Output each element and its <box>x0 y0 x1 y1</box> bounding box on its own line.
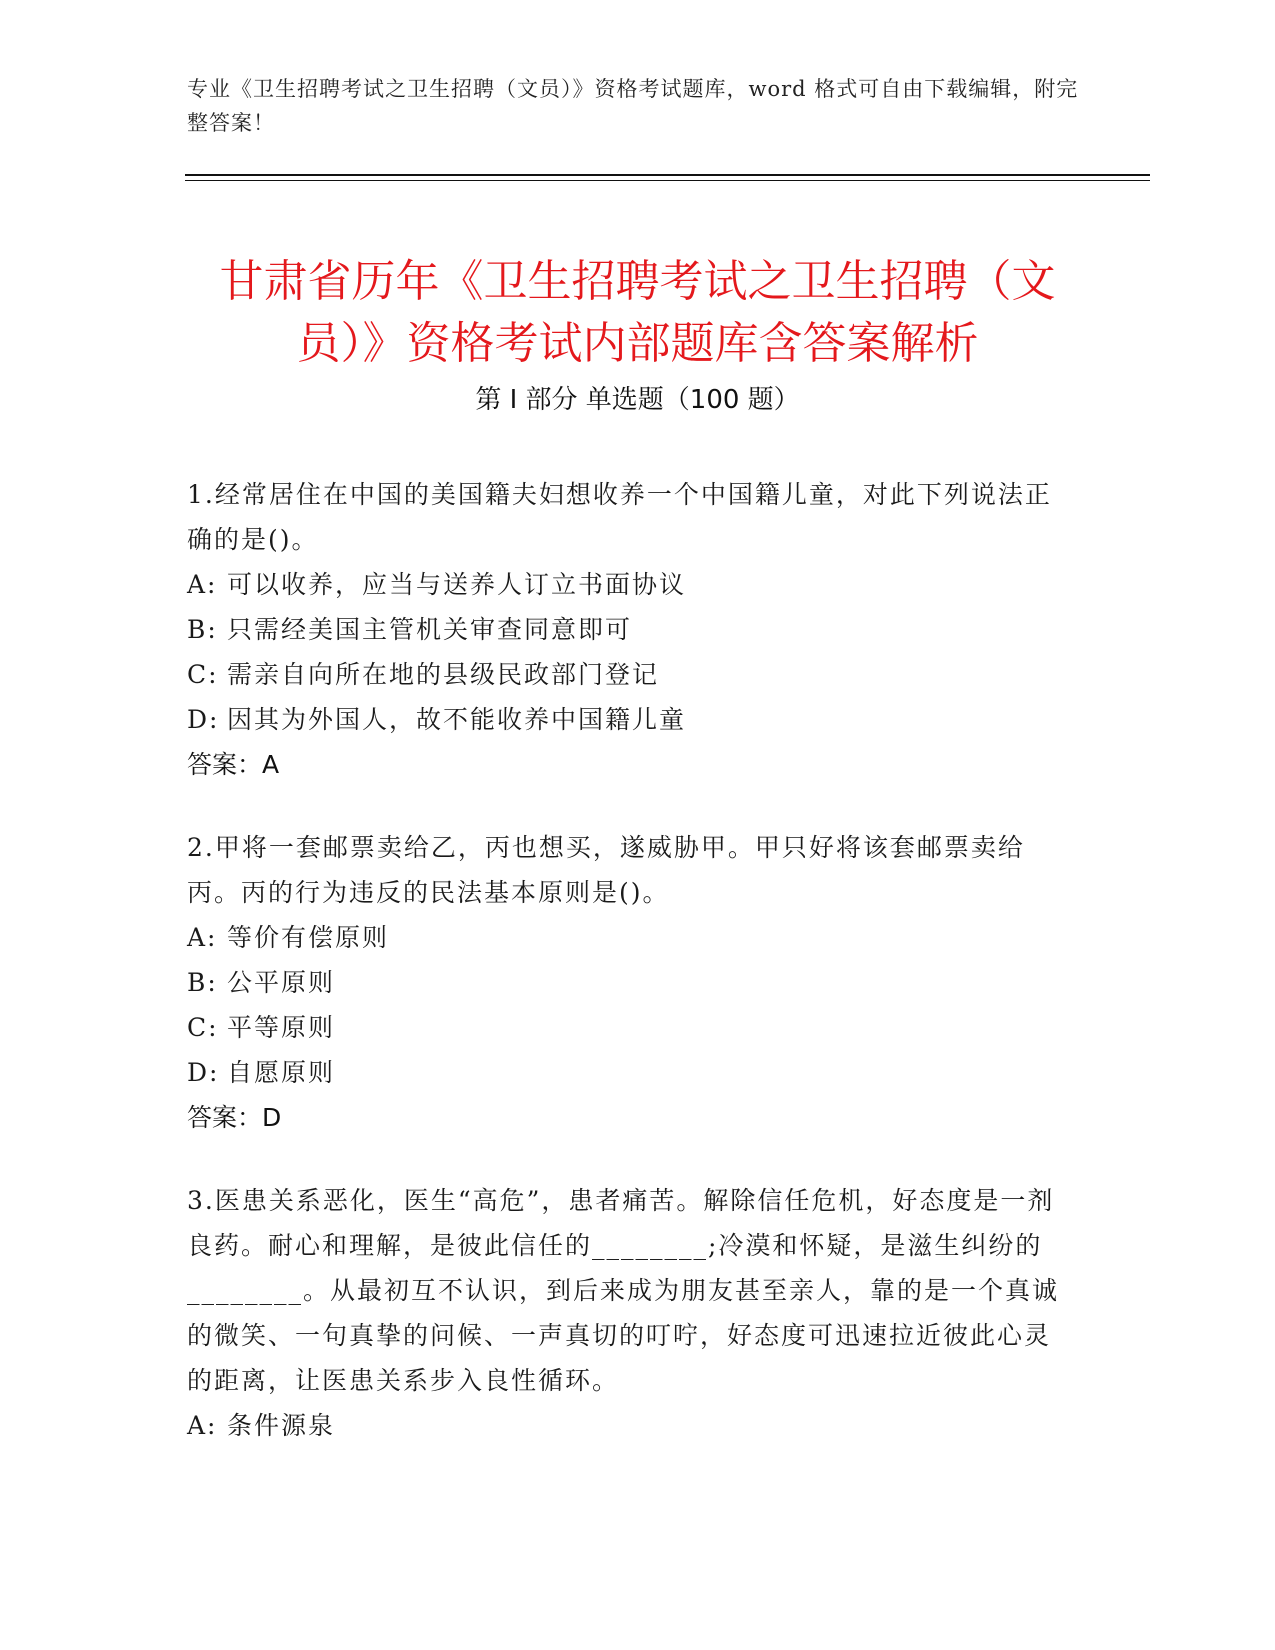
header-divider <box>185 174 1150 176</box>
option-key: C: <box>187 660 219 689</box>
question-stem: 3.医患关系恶化，医生“高危”，患者痛苦。解除信任危机，好态度是一剂良药。耐心和理解，是彼此信任的________;冷漠和怀疑，是滋生纠纷的________。从最初互不认识，到后来成为朋友甚至亲人，靠的是一个真诚的微笑、一句真挚的问候、一声真切的叮咛，好态度可迅速拉近彼此心灵的距离，让医患关系步入良性循环。 <box>187 1186 1060 1395</box>
option-a <box>187 562 1067 607</box>
option-key: A: <box>187 570 218 599</box>
question-2 <box>187 825 1067 1140</box>
question-3 <box>187 1178 1067 1448</box>
option-key: A: <box>187 1411 218 1440</box>
option-a <box>187 915 1067 960</box>
option-key: A: <box>187 923 218 952</box>
option-key: D: <box>187 705 220 734</box>
option-text: 公平原则 <box>227 968 336 997</box>
option-text: 平等原则 <box>227 1013 336 1042</box>
header-note: 专业《卫生招聘考试之卫生招聘（文员）》资格考试题库，word 格式可自由下载编辑，附完整答案！ <box>187 77 1079 135</box>
option-b <box>187 960 1067 1005</box>
option-key: B: <box>187 968 218 997</box>
option-c <box>187 652 1067 697</box>
option-text: 只需经美国主管机关审查同意即可 <box>227 615 633 644</box>
option-key: D: <box>187 1058 220 1087</box>
option-text: 可以收养，应当与送养人订立书面协议 <box>227 570 687 599</box>
option-key: B: <box>187 615 218 644</box>
section-title: 第 I 部分 单选题（100 题） <box>475 385 800 415</box>
question-1 <box>187 472 1067 787</box>
option-text: 因其为外国人，故不能收养中国籍儿童 <box>227 705 687 734</box>
option-text: 等价有偿原则 <box>227 923 390 952</box>
header-divider-thin <box>185 180 1150 181</box>
option-d <box>187 1050 1067 1095</box>
option-text: 条件源泉 <box>227 1411 336 1440</box>
option-a <box>187 1403 1067 1448</box>
answer-line: 答案：D <box>187 1103 282 1132</box>
question-stem: 1.经常居住在中国的美国籍夫妇想收养一个中国籍儿童，对此下列说法正确的是()。 <box>187 480 1052 554</box>
option-d <box>187 697 1067 742</box>
option-key: C: <box>187 1013 219 1042</box>
question-list <box>187 472 1067 1486</box>
option-c <box>187 1005 1067 1050</box>
answer-line: 答案：A <box>187 750 280 779</box>
question-stem: 2.甲将一套邮票卖给乙，丙也想买，遂威胁甲。甲只好将该套邮票卖给丙。丙的行为违反的民法基本原则是()。 <box>187 833 1025 907</box>
document-title: 甘肃省历年《卫生招聘考试之卫生招聘（文员）》资格考试内部题库含答案解析 <box>219 256 1056 370</box>
option-b <box>187 607 1067 652</box>
option-text: 自愿原则 <box>227 1058 336 1087</box>
option-text: 需亲自向所在地的县级民政部门登记 <box>227 660 660 689</box>
